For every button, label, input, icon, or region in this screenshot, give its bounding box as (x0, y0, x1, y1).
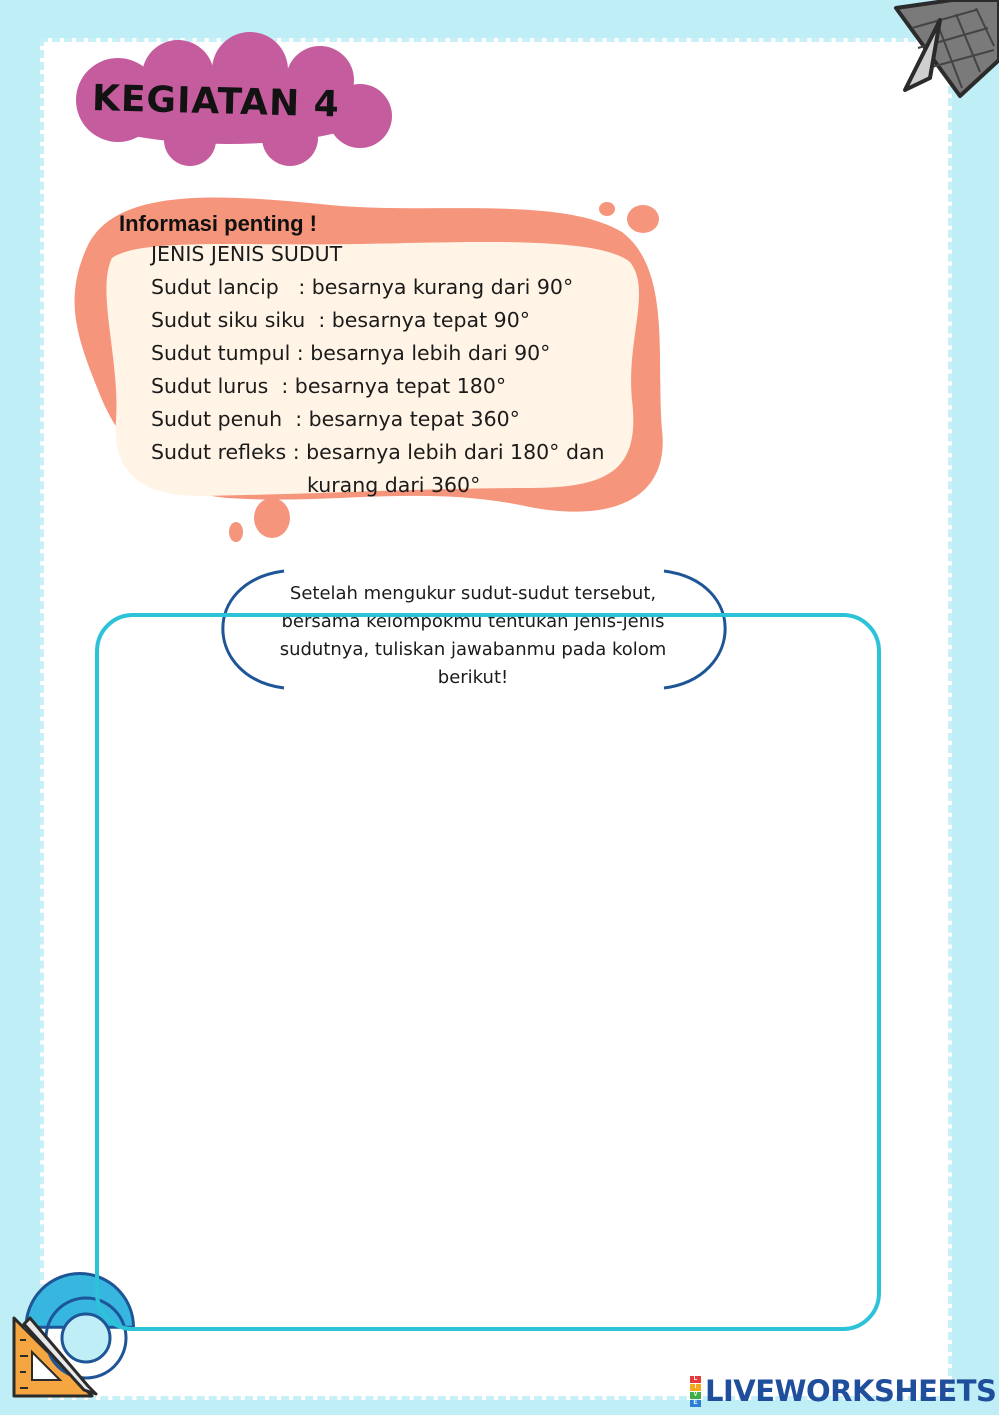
badge-letter: I (690, 1384, 701, 1391)
instruction-text: Setelah mengukur sudut-sudut tersebut, bersama kelompokmu tentukan jenis-jenis sudutnya, tuliskan jawabanmu pada kolom berikut! (279, 583, 667, 688)
badge-letter: L (690, 1376, 701, 1383)
set-square-corner-icon (896, 0, 999, 96)
angle-types-subtitle: JENIS JENIS SUDUT (151, 242, 343, 266)
logo-text: LIVEWORKSHEETS (705, 1374, 997, 1408)
list-item: Sudut siku siku : besarnya tepat 90° (151, 308, 531, 332)
answer-box[interactable] (95, 613, 881, 1331)
list-item: Sudut penuh : besarnya tepat 360° (151, 407, 520, 431)
list-item-continuation: kurang dari 360° (307, 473, 481, 497)
list-item: Sudut tumpul : besarnya lebih dari 90° (151, 341, 551, 365)
info-heading: Informasi penting ! (119, 211, 317, 236)
angle-types-list (151, 240, 621, 504)
page-title: KEGIATAN 4 (91, 78, 341, 126)
badge-letter: E (690, 1400, 701, 1407)
liveworksheets-logo (690, 1372, 996, 1410)
list-item: Sudut refleks : besarnya lebih dari 180° dan (151, 440, 605, 464)
list-item: Sudut lurus : besarnya tepat 180° (151, 374, 507, 398)
list-item: Sudut lancip : besarnya kurang dari 90° (151, 275, 574, 299)
logo-badge-icon (690, 1376, 701, 1407)
badge-letter: V (690, 1392, 701, 1399)
